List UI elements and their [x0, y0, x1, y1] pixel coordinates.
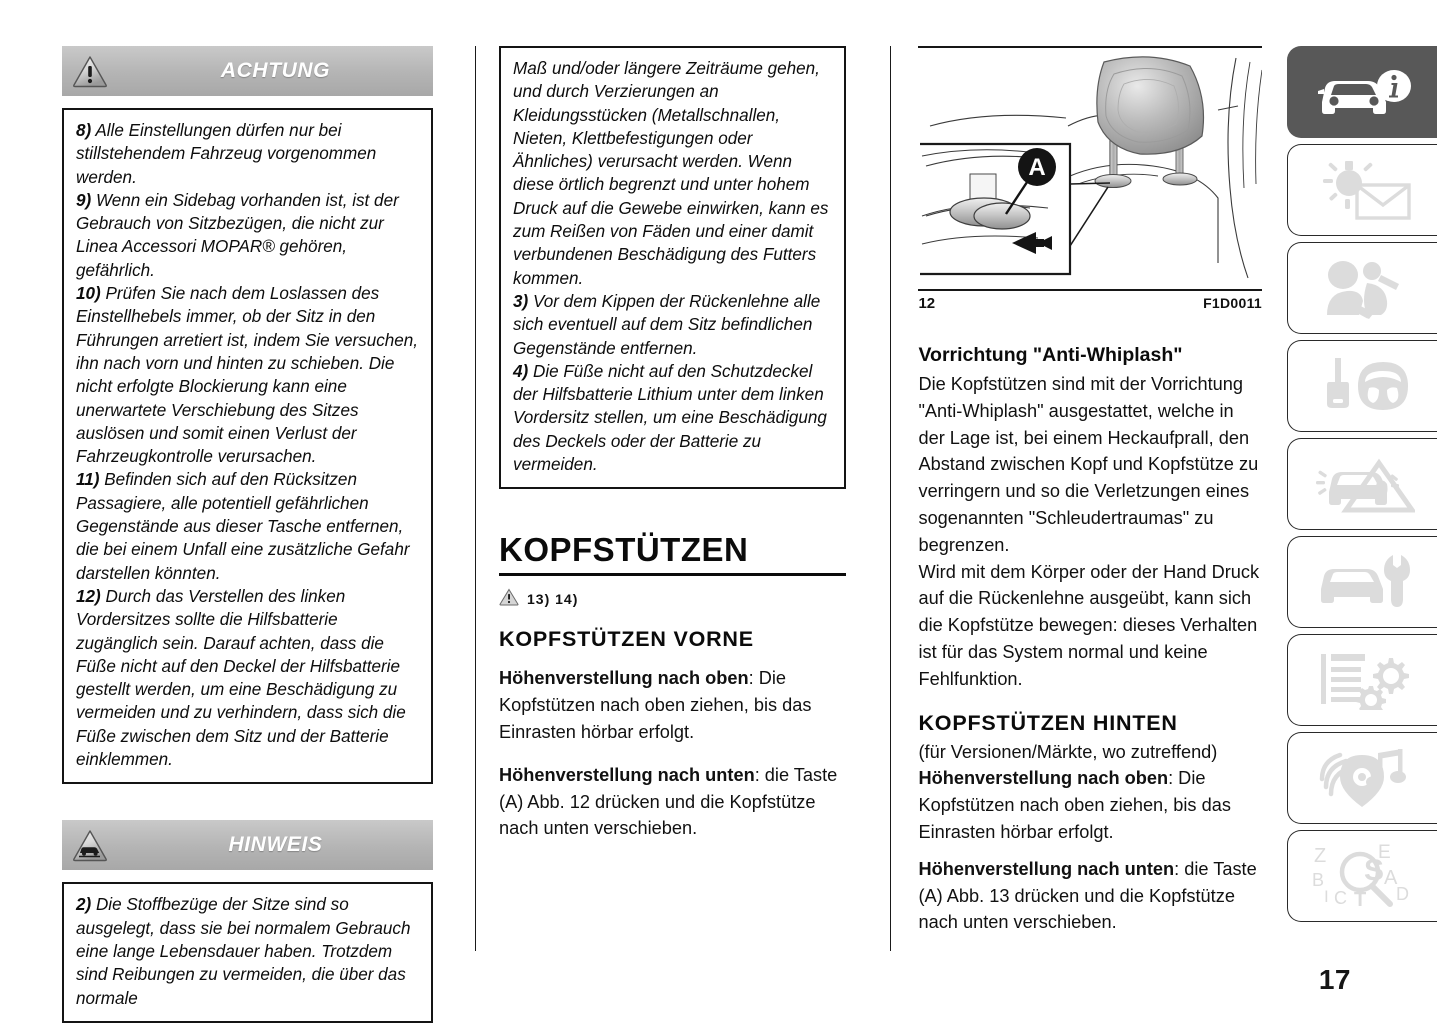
warning-triangle-small-icon: [499, 588, 519, 609]
notice-item-number: 2): [76, 895, 92, 915]
svg-text:Z: Z: [1313, 845, 1326, 867]
paragraph-rest: : Die Kopfstützen nach oben ziehen, bis das Einrasten hörbar erfolgt.: [918, 768, 1231, 842]
tab-emergency[interactable]: [1287, 438, 1437, 530]
column-3: [890, 46, 1262, 951]
achtung-banner-title: ACHTUNG: [118, 46, 433, 96]
notice-item-number: 4): [513, 361, 529, 381]
key-steering-wheel-icon: [1313, 356, 1413, 416]
hinweis-continued-notebox: [499, 46, 846, 489]
paragraph-lead-bold: Höhenverstellung nach oben: [918, 768, 1169, 789]
warning-item-number: 9): [76, 190, 92, 210]
svg-text:S: S: [1363, 854, 1384, 887]
spacer: [918, 693, 1262, 709]
alphabet-magnifier-icon: [1310, 844, 1416, 908]
figure-code: F1D0011: [1203, 295, 1262, 311]
warning-item-text: Durch das Verstellen des linken Vordersitzes sollte die Hilfsbatterie zugänglich sein. Darauf achten, dass die Füße nicht auf den Deckel der Hilfsbatterie gestellt werden, um eine Beschädigung zu vermeiden und zu verhindern, dass sich die Füße zwischen dem Sitz und der Batterie einklemmen.: [76, 586, 406, 770]
music-signal-icon: [1312, 747, 1414, 809]
spacer: [499, 655, 846, 665]
reference-numbers: 13) 14): [527, 590, 579, 607]
tab-dashboard-messages[interactable]: [1287, 144, 1437, 236]
car-skid-triangle-icon: [62, 820, 118, 870]
heading-anti-whiplash: Vorrichtung "Anti-Whiplash": [918, 344, 1183, 366]
paragraph-lead-bold: Höhenverstellung nach unten: [918, 858, 1175, 879]
notice-item-number: 3): [513, 291, 529, 311]
figure-caption-row: [918, 295, 1262, 319]
warning-item-number: 12): [76, 586, 101, 606]
subsection-heading-kopfstuetzen-hinten: KOPFSTÜTZEN HINTEN: [918, 710, 1178, 735]
section-spacer: [62, 784, 433, 820]
car-hazard-triangle-icon: [1311, 454, 1415, 514]
warning-item-number: 10): [76, 284, 101, 304]
paragraph-rest: : Die Kopfstützen nach oben ziehen, bis das Einrasten hörbar erfolgt.: [499, 668, 812, 742]
list-gears-icon: [1311, 650, 1415, 710]
svg-text:B: B: [1311, 870, 1324, 890]
tab-technical-data[interactable]: [1287, 634, 1437, 726]
notice-item-continued: [513, 57, 832, 476]
warning-item: [76, 119, 419, 771]
warning-triangle-icon: [62, 46, 118, 96]
warning-item-text: Befinden sich auf den Rücksitzen Passagiere, alle potentiell gefährlichen Gegenstände aus dieser Tasche entfernen, die bei einem Unfall eine zusätzliche Gefahr darstellen könnten.: [76, 470, 410, 583]
tab-multimedia[interactable]: [1287, 732, 1437, 824]
spacer: [918, 846, 1262, 856]
tab-starting-driving[interactable]: [1287, 340, 1437, 432]
svg-text:D: D: [1395, 884, 1409, 904]
svg-text:A: A: [1028, 154, 1047, 181]
svg-text:C: C: [1333, 888, 1347, 908]
notice-item-text: Vor dem Kippen der Rückenlehne alle sich eventuell auf dem Sitz befindlichen Gegenstände entfernen.: [513, 291, 821, 358]
car-wrench-icon: [1311, 553, 1415, 611]
hinweis-banner-title: HINWEIS: [118, 820, 433, 870]
svg-text:T: T: [1353, 889, 1366, 908]
paragraph-hoehenverstellung-unten: [499, 762, 846, 842]
paragraph-hoehenverstellung-oben: [499, 665, 846, 745]
notice-item-text: Maß und/oder längere Zeiträume gehen, und durch Verzierungen an Kleidungsstücken (Metallschnallen, Nieten, Klettbefestigungen oder Ähnliches) verursacht werden. Wenn diese örtlich begrenzt und unter hohem Druck auf die Gewebe einwirken, kann es zum Reißen von Fäden und einer damit verbundenen Beschädigung des Futters kommen.: [513, 59, 829, 288]
subsection-heading-kopfstuetzen-vorne: KOPFSTÜTZEN VORNE: [499, 627, 754, 652]
hinweis-banner: [62, 820, 433, 870]
warning-item-number: 8): [76, 121, 92, 140]
spacer: [918, 319, 1262, 341]
paragraph-rear-oben: [918, 765, 1262, 845]
svg-text:A: A: [1383, 867, 1397, 889]
paragraph-rest: : die Taste (A) Abb. 12 drücken und die Kopfstütze nach unten verschieben.: [499, 764, 838, 839]
section-spacer: [499, 489, 846, 531]
paragraph-lead-bold: Höhenverstellung nach oben: [499, 668, 749, 689]
svg-text:E: E: [1377, 844, 1391, 863]
tab-maintenance[interactable]: [1287, 536, 1437, 628]
seatbelt-passenger-icon: [1315, 257, 1411, 319]
paragraph-rest: : die Taste (A) Abb. 13 drücken und die Kopfstütze nach unten verschieben.: [918, 858, 1257, 933]
warning-item-text: Wenn ein Sidebag vorhanden ist, ist der Gebrauch von Sitzbezügen, die nicht zur Linea Accessori MOPAR® gehören, gefährlich.: [76, 190, 399, 280]
paragraph-lead-bold: Höhenverstellung nach unten: [499, 764, 755, 785]
column-2: [475, 46, 846, 951]
reference-line: [499, 588, 846, 609]
warning-item-number: 11): [76, 470, 100, 490]
figure-artwork: [918, 48, 1262, 289]
figure-number: 12: [918, 295, 936, 312]
notice-item: [76, 893, 419, 1009]
figure-headrest-diagram: [918, 46, 1262, 291]
subsection-note: (für Versionen/Märkte, wo zutreffend): [918, 741, 1218, 762]
paragraph-rear-unten: [918, 856, 1262, 936]
warning-item-text: Prüfen Sie nach dem Loslassen des Einstellhebels immer, ob der Sitz in den Führungen arretiert ist, indem Sie versuchen, ihn nach vorn und hinten zu schieben. Die nicht erfolgte Blockierung kann eine unerwartete Verschiebung des Sitzes auslösen und somit einen Verlust der Fahrzeugkontrolle verursachen.: [76, 284, 419, 467]
hinweis-notebox: [62, 882, 433, 1022]
sun-envelope-icon: [1311, 159, 1415, 221]
notice-item-text: Die Stoffbezüge der Sitze sind so ausgelegt, dass sie bei normalem Gebrauch eine lange Lebensdauer haben. Trotzdem sind Reibungen zu vermeiden, die über das normale: [76, 895, 411, 1008]
warning-item-text: Alle Einstellungen dürfen nur bei stillstehendem Fahrzeug vorgenommen werden.: [76, 121, 377, 187]
car-info-icon: [1312, 64, 1414, 120]
page-columns: [62, 46, 1262, 1008]
svg-text:I: I: [1323, 887, 1329, 906]
notice-item-text: Die Füße nicht auf den Schutzdeckel der Hilfsbatterie Lithium unter dem linken Vordersitz stellen, um eine Beschädigung des Deckels oder der Batterie zu vermeiden.: [513, 361, 827, 475]
paragraph-anti-whiplash-2: Wird mit dem Körper oder der Hand Druck auf die Rückenlehne ausgeübt, kann sich die Kopfstütze bewegen: dieses Verhalten ist für das System normal und keine Fehlfunktion.: [918, 561, 1260, 689]
page-number: 17: [1318, 964, 1351, 995]
sidebar-tabs: [1287, 46, 1437, 928]
tab-index[interactable]: [1287, 830, 1437, 922]
paragraph-anti-whiplash-1: Die Kopfstützen sind mit der Vorrichtung "Anti-Whiplash" ausgestattet, welche in der Lage ist, bei einem Heckaufprall, den Abstand zwischen Kopf und Kopfstütze zu verringern und so die Verletzungen eines sogenannten "Schleudertraumas" zu begrenzen.: [918, 374, 1259, 555]
tab-vehicle-info[interactable]: [1287, 46, 1437, 138]
achtung-banner: [62, 46, 433, 96]
spacer: [499, 746, 846, 762]
achtung-notebox: [62, 108, 433, 784]
section-heading-kopfstuetzen: KOPFSTÜTZEN: [499, 531, 846, 576]
tab-safety[interactable]: [1287, 242, 1437, 334]
column-1: [62, 46, 433, 1008]
